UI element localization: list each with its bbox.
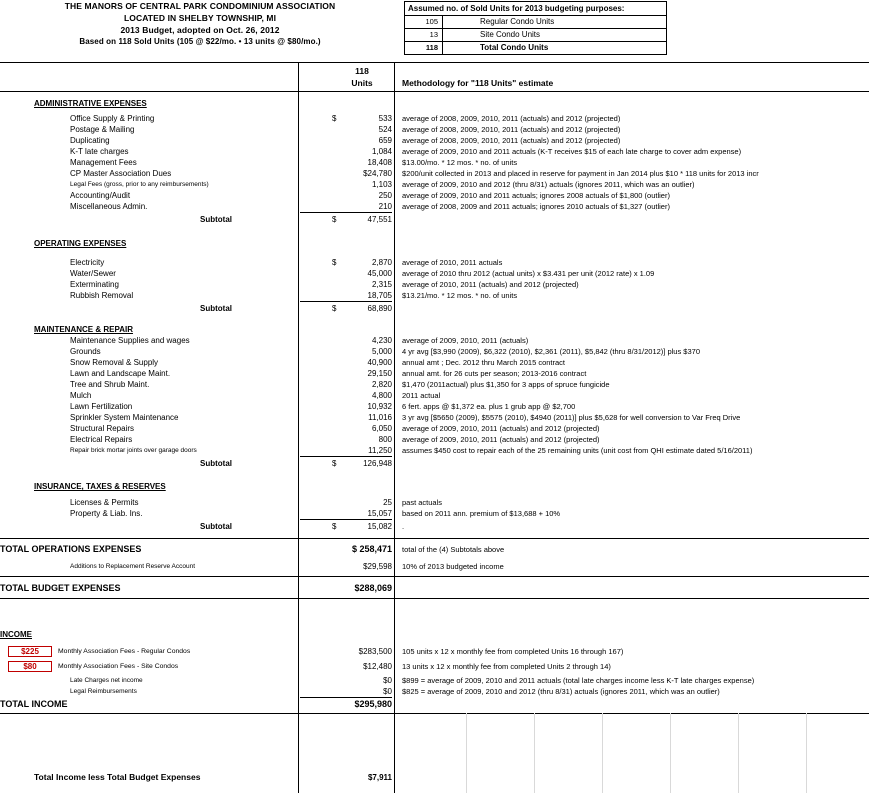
line-item-amount: 11,016 xyxy=(368,413,392,422)
line-item-label: Office Supply & Printing xyxy=(70,114,155,123)
section-title: INSURANCE, TAXES & RESERVES xyxy=(34,482,166,491)
table-row xyxy=(0,268,869,279)
table-row xyxy=(0,135,869,146)
total-income-amount: $295,980 xyxy=(354,699,392,709)
line-item-label: Management Fees xyxy=(70,158,137,167)
income-row-late-charges xyxy=(0,675,869,686)
line-item-amount: 15,057 xyxy=(367,509,392,518)
line-item-amount: 533 xyxy=(378,114,392,123)
line-item-amount: $283,500 xyxy=(358,647,392,656)
line-item-amount: 45,000 xyxy=(367,269,392,278)
line-item-label: Maintenance Supplies and wages xyxy=(70,336,190,345)
subtotal-row-administrative xyxy=(0,214,869,225)
line-item-methodology: past actuals xyxy=(402,498,443,507)
assumed-units-title: Assumed no. of Sold Units for 2013 budgeting purposes: xyxy=(408,4,625,13)
line-item-methodology: average of 2009, 2010 and 2011 actuals (K-T receives $15 of each late charge to cover adm expense) xyxy=(402,147,742,156)
line-item-methodology: based on 2011 ann. premium of $13,688 + 10% xyxy=(402,509,561,518)
line-item-label: Sprinkler System Maintenance xyxy=(70,413,179,422)
page-subtitle-location: LOCATED IN SHELBY TOWNSHIP, MI xyxy=(123,13,277,23)
table-row xyxy=(0,290,869,301)
subtotal-row-maintenance xyxy=(0,458,869,469)
subtotal-amount: 126,948 xyxy=(363,459,392,468)
line-item-methodology: average of 2010 thru 2012 (actual units) x $3.431 per unit (2012 rate) x 1.09 xyxy=(402,269,655,278)
subtotal-methodology: . xyxy=(402,522,405,531)
line-item-methodology: average of 2009, 2010, 2011 (actuals) xyxy=(402,336,529,345)
monthly-fee-site-badge[interactable]: $80 xyxy=(8,661,52,672)
table-row xyxy=(0,257,869,268)
line-item-methodology: average of 2009, 2010, 2011 (actuals) and 2012 (projected) xyxy=(402,424,600,433)
line-item-amount: 2,820 xyxy=(371,380,392,389)
line-item-amount: 1,103 xyxy=(371,180,392,189)
subtotal-rule xyxy=(300,212,392,213)
line-item-amount: 2,315 xyxy=(371,280,392,289)
line-item-label: Accounting/Audit xyxy=(70,191,131,200)
line-item-label: Exterminating xyxy=(70,280,119,289)
table-row xyxy=(0,497,869,508)
line-item-methodology: 2011 actual xyxy=(402,391,441,400)
total-budget-amount: $288,069 xyxy=(354,583,392,593)
line-item-amount: 18,705 xyxy=(367,291,392,300)
line-item-amount: 10,932 xyxy=(367,402,392,411)
line-item-methodology: average of 2008, 2009, 2010, 2011 (actuals) and 2012 (projected) xyxy=(402,136,621,145)
income-row-site-condos xyxy=(0,661,869,672)
table-row xyxy=(0,190,869,201)
table-row xyxy=(0,335,869,346)
line-item-label: Repair brick mortar joints over garage doors xyxy=(70,447,197,454)
subtotal-row-operating xyxy=(0,303,869,314)
currency-symbol: $ xyxy=(332,522,337,531)
assumed-units-label: Site Condo Units xyxy=(480,30,541,39)
line-item-label: Postage & Mailing xyxy=(70,125,135,134)
table-row xyxy=(0,113,869,124)
table-row xyxy=(0,168,869,179)
line-item-label: Lawn Fertilization xyxy=(70,402,133,411)
table-row xyxy=(0,434,869,445)
table-row xyxy=(0,346,869,357)
section-header-income xyxy=(0,629,869,640)
total-operations-row xyxy=(0,544,869,555)
subtotal-amount: 47,551 xyxy=(367,215,392,224)
reserve-addition-amount: $29,598 xyxy=(363,562,392,571)
line-item-label: Electrical Repairs xyxy=(70,435,133,444)
assumed-units-total-count: 118 xyxy=(405,42,443,54)
line-item-label: Miscellaneous Admin. xyxy=(70,202,148,211)
line-item-label: Property & Liab. Ins. xyxy=(70,509,143,518)
budget-bottom-divider xyxy=(0,598,869,599)
table-row xyxy=(0,445,869,456)
subtotal-amount: 68,890 xyxy=(367,304,392,313)
line-item-label: K-T late charges xyxy=(70,147,129,156)
line-item-methodology: average of 2009, 2010, 2011 (actuals) and 2012 (projected) xyxy=(402,435,600,444)
subtotal-label: Subtotal xyxy=(200,459,232,468)
line-item-amount: 25 xyxy=(383,498,392,507)
methodology-column-header: Methodology for "118 Units" estimate xyxy=(402,78,554,88)
assumed-units-total-label: Total Condo Units xyxy=(480,43,549,52)
table-row xyxy=(0,412,869,423)
line-item-methodology: average of 2009, 2010 and 2011 actuals; ignores 2008 actuals of $1,800 (outlier) xyxy=(402,191,670,200)
subtotal-amount: 15,082 xyxy=(367,522,392,531)
subtotal-label: Subtotal xyxy=(200,522,232,531)
line-item-label: Legal Reimbursements xyxy=(70,688,137,695)
line-item-label: Legal Fees (gross, prior to any reimbursements) xyxy=(70,181,209,188)
line-item-methodology: average of 2010, 2011 actuals xyxy=(402,258,503,267)
assumed-units-box xyxy=(404,1,667,55)
line-item-methodology: average of 2009, 2010 and 2012 (thru 8/31) actuals (ignores 2011, which was an outlier) xyxy=(402,180,695,189)
page-title: THE MANORS OF CENTRAL PARK CONDOMINIUM ASSOCIATION xyxy=(64,1,336,11)
line-item-label: Grounds xyxy=(70,347,101,356)
table-row xyxy=(0,146,869,157)
line-item-amount: $0 xyxy=(383,676,392,685)
assumed-units-count: 13 xyxy=(405,29,443,41)
subtotal-label: Subtotal xyxy=(200,215,232,224)
line-item-label: Duplicating xyxy=(70,136,110,145)
line-item-label: Electricity xyxy=(70,258,105,267)
units-column-header xyxy=(330,65,394,89)
table-row xyxy=(0,423,869,434)
line-item-label: Late Charges net income xyxy=(70,677,143,684)
currency-symbol: $ xyxy=(332,459,337,468)
total-operations-label: TOTAL OPERATIONS EXPENSES xyxy=(0,544,142,554)
net-income-amount: $7,911 xyxy=(367,773,392,782)
line-item-label: Rubbish Removal xyxy=(70,291,134,300)
line-item-amount: $12,480 xyxy=(363,662,392,671)
line-item-methodology: average of 2008, 2009, 2010, 2011 (actuals) and 2012 (projected) xyxy=(402,125,621,134)
assumed-units-row-total xyxy=(405,41,666,54)
page-subtitle-budget: 2013 Budget, adopted on Oct. 26, 2012 xyxy=(120,25,280,35)
line-item-methodology: average of 2008, 2009 and 2011 actuals; ignores 2010 actuals of $1,327 (outlier) xyxy=(402,202,670,211)
line-item-label: Structural Repairs xyxy=(70,424,135,433)
line-item-amount: 524 xyxy=(378,125,392,134)
income-total-rule xyxy=(300,697,392,698)
line-item-label: Mulch xyxy=(70,391,92,400)
currency-symbol: $ xyxy=(332,304,337,313)
line-item-label: Licenses & Permits xyxy=(70,498,139,507)
table-row xyxy=(0,379,869,390)
line-item-amount: 11,250 xyxy=(368,446,392,455)
total-operations-methodology: total of the (4) Subtotals above xyxy=(402,545,505,554)
line-item-methodology: annual amt ; Dec. 2012 thru March 2015 contract xyxy=(402,358,566,367)
currency-symbol: $ xyxy=(332,215,337,224)
assumed-units-row xyxy=(405,28,666,41)
currency-symbol: $ xyxy=(332,258,337,267)
line-item-methodology: 105 units x 12 x monthly fee from completed Units 16 through 167) xyxy=(402,647,624,656)
monthly-fee-regular-badge[interactable]: $225 xyxy=(8,646,52,657)
line-item-methodology: annual amt. for 26 cuts per season; 2013-2016 contract xyxy=(402,369,587,378)
reserve-addition-row xyxy=(0,561,869,572)
line-item-amount: 4,800 xyxy=(371,391,392,400)
line-item-label: Snow Removal & Supply xyxy=(70,358,159,367)
line-item-amount: $0 xyxy=(383,687,392,696)
table-row xyxy=(0,279,869,290)
total-budget-label: TOTAL BUDGET EXPENSES xyxy=(0,583,121,593)
table-row xyxy=(0,357,869,368)
section-header-administrative xyxy=(0,98,869,109)
total-income-row xyxy=(0,699,869,710)
table-row xyxy=(0,157,869,168)
line-item-methodology: average of 2010, 2011 (actuals) and 2012 (projected) xyxy=(402,280,579,289)
line-item-methodology: 13 units x 12 x monthly fee from completed Units 2 through 14) xyxy=(402,662,611,671)
line-item-amount: 29,150 xyxy=(367,369,392,378)
line-item-methodology: 3 yr avg [$5650 (2009), $5575 (2010), $4940 (2011)] plus $5,628 for well conversion to Var Freq Drive xyxy=(402,413,741,422)
section-title: INCOME xyxy=(0,630,32,639)
table-row xyxy=(0,201,869,212)
line-item-methodology: $825 = average of 2009, 2010 and 2012 (thru 8/31) actuals (ignores 2011, which was an outlier) xyxy=(402,687,720,696)
table-row xyxy=(0,124,869,135)
line-item-label: Lawn and Landscape Maint. xyxy=(70,369,171,378)
subtotal-row-insurance xyxy=(0,521,869,532)
subtotal-label: Subtotal xyxy=(200,304,232,313)
total-budget-row xyxy=(0,583,869,594)
table-row xyxy=(0,179,869,190)
line-item-methodology: $200/unit collected in 2013 and placed in reserve for payment in Jan 2014 plus $10 * 118 units for 2013 incr xyxy=(402,169,759,178)
table-row xyxy=(0,401,869,412)
units-column-header-number: 118 xyxy=(355,66,369,76)
subtotal-rule xyxy=(300,456,392,457)
section-header-maintenance xyxy=(0,324,869,335)
line-item-amount: 2,870 xyxy=(371,258,392,267)
line-item-amount: 18,408 xyxy=(367,158,392,167)
line-item-amount: $24,780 xyxy=(363,169,392,178)
assumed-units-count: 105 xyxy=(405,16,443,28)
line-item-amount: 4,230 xyxy=(371,336,392,345)
total-income-label: TOTAL INCOME xyxy=(0,699,68,709)
line-item-label: Monthly Association Fees - Regular Condos xyxy=(58,648,191,655)
net-income-row xyxy=(0,772,869,783)
assumed-units-row xyxy=(405,15,666,28)
line-item-amount: 210 xyxy=(378,202,392,211)
line-item-methodology: $899 = average of 2009, 2010 and 2011 actuals (total late charges income less K-T late charges expense) xyxy=(402,676,755,685)
line-item-methodology: $13.00/mo. * 12 mos. * no. of units xyxy=(402,158,518,167)
totals-divider xyxy=(0,538,869,539)
section-header-operating xyxy=(0,238,869,249)
document-title-block xyxy=(0,0,400,48)
reserve-addition-methodology: 10% of 2013 budgeted income xyxy=(402,562,504,571)
line-item-methodology: average of 2008, 2009, 2010, 2011 (actuals) and 2012 (projected) xyxy=(402,114,621,123)
income-row-legal-reimbursements xyxy=(0,686,869,697)
assumed-units-label: Regular Condo Units xyxy=(480,17,555,26)
line-item-methodology: $13.21/mo. * 12 mos. * no. of units xyxy=(402,291,518,300)
page-subtitle-units: Based on 118 Sold Units (105 @ $22/mo. • 13 units @ $80/mo.) xyxy=(79,37,321,46)
line-item-amount: 6,050 xyxy=(371,424,392,433)
reserve-addition-label: Additions to Replacement Reserve Account xyxy=(70,563,196,570)
line-item-amount: 800 xyxy=(378,435,392,444)
table-row xyxy=(0,390,869,401)
line-item-methodology: 4 yr avg [$3,990 (2009), $6,322 (2010), $2,361 (2011), $5,842 (thru 8/31/2012)] plus $370 xyxy=(402,347,700,356)
table-row xyxy=(0,368,869,379)
table-row xyxy=(0,508,869,519)
line-item-label: CP Master Association Dues xyxy=(70,169,172,178)
subtotal-rule xyxy=(300,519,392,520)
line-item-label: Tree and Shrub Maint. xyxy=(70,380,150,389)
currency-symbol: $ xyxy=(332,114,337,123)
line-item-amount: 250 xyxy=(378,191,392,200)
net-income-label: Total Income less Total Budget Expenses xyxy=(34,772,201,782)
section-title: MAINTENANCE & REPAIR xyxy=(34,325,133,334)
line-item-label: Water/Sewer xyxy=(70,269,116,278)
line-item-amount: 659 xyxy=(378,136,392,145)
column-header-strip xyxy=(0,62,869,92)
line-item-amount: 1,084 xyxy=(371,147,392,156)
line-item-amount: 40,900 xyxy=(367,358,392,367)
line-item-label: Monthly Association Fees - Site Condos xyxy=(58,663,179,670)
section-title: ADMINISTRATIVE EXPENSES xyxy=(34,99,147,108)
line-item-amount: 5,000 xyxy=(371,347,392,356)
units-column-header-word: Units xyxy=(351,78,373,88)
section-title: OPERATING EXPENSES xyxy=(34,239,127,248)
line-item-methodology: assumes $450 cost to repair each of the 25 remaining units (unit cost from QHI estimate dated 5/16/2011) xyxy=(402,446,753,455)
section-header-insurance xyxy=(0,481,869,492)
subtotal-rule xyxy=(300,301,392,302)
income-row-regular-condos xyxy=(0,646,869,657)
line-item-methodology: 6 fert. apps @ $1,372 ea. plus 1 grub app @ $2,700 xyxy=(402,402,576,411)
total-operations-amount: $ 258,471 xyxy=(351,544,392,554)
line-item-methodology: $1,470 (2011actual) plus $1,350 for 3 apps of spruce fungicide xyxy=(402,380,610,389)
budget-divider xyxy=(0,576,869,577)
